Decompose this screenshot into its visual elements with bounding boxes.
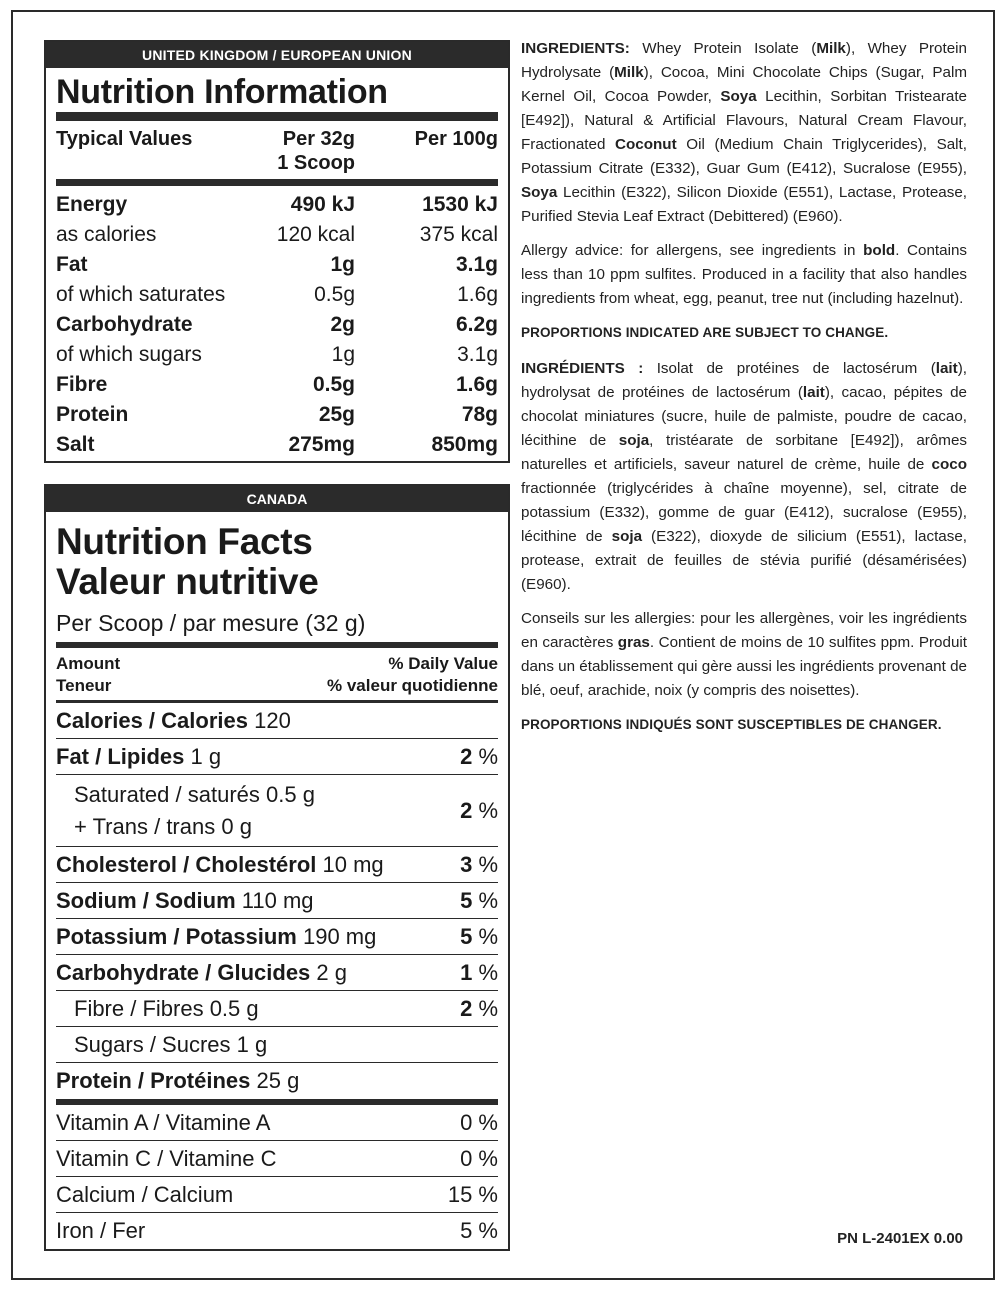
uk-row-label: Energy [56,193,128,216]
ingredients-en [521,37,967,229]
uk-row-label: Fibre [56,373,108,396]
sodium-value: 110 mg [241,887,314,913]
proportions-notice-fr: PROPORTIONS INDIQUÉS SONT SUSCEPTIBLES DE CHANGER. [521,717,942,732]
allergen-soja: soja [618,432,650,449]
sodium-row [56,883,498,919]
dv-fr: % valeur quotidienne [327,676,498,695]
uk-row-per32: 0.5g [312,373,355,396]
saturated-trans-row [56,775,498,847]
uk-row-per32: 1g [330,253,355,276]
protein-label: Protein / Protéines [56,1068,251,1093]
ingredients-text: Lecithin (E322), Silicon Dioxide (E551), Lactase, Protease, Purified Stevia Leaf Extract (Debittered) (E960). [521,184,967,225]
potassium-pct: 5 [460,923,473,949]
fibre-label: Fibre / Fibres 0.5 g [74,995,259,1021]
uk-nutrition-panel [44,40,510,463]
vitamin-row [56,1213,498,1249]
uk-row [56,190,498,220]
ingredients-text: Oil (Medium Chain Triglycerides), Salt, Potassium Citrate (E332), Guar Gum (E412), Sucralose (E955), [521,136,967,177]
allergy-advice-en [521,239,967,311]
ingredients-text: Whey Protein Isolate ( [629,40,817,57]
amount-fr: Teneur [56,676,112,695]
allergy-advice-fr [521,607,967,703]
uk-row-label: Carbohydrate [56,313,193,336]
canada-title [46,512,508,602]
header-per-32g-line1: Per 32g [282,128,355,150]
uk-row-label: of which sugars [56,343,202,366]
header-per-32g-line2: 1 Scoop [277,152,355,174]
ingredients-text: ), hydrolysat de protéines de lactosérum ( [521,360,967,401]
uk-row-per100: 3.1g [455,253,498,276]
uk-panel-title: Nutrition Information [56,73,388,111]
amount-en: Amount [56,654,121,673]
ingredients-text: (E322), dioxyde de silicium (E551), lactase, protease, extrait de feuilles de stévia purifié (désamérisées) (E960). [521,528,967,593]
allergen-milk: Milk [816,40,846,57]
allergy-text: . Contient de moins de 10 sulfites ppm. Produit dans un établissement qui gère aussi les ingrédients provenant de blé, oeuf, arachide, noix (y compris des noisettes). [521,634,967,699]
uk-row [56,340,498,370]
fat-label: Fat / Lipides [56,743,185,769]
uk-row-per32: 120 kcal [276,223,355,246]
uk-row-label: Protein [56,403,129,426]
header-per-100g: Per 100g [414,128,498,150]
amount-label [56,653,120,697]
potassium-label: Potassium / Potassium [56,923,297,949]
carbohydrate-pct: 1 [460,959,473,985]
ingredients-text: fractionnée (triglycérides à chaîne moyenne), sel, citrate de potassium (E332), gomme de guar (E412), sucralose (E955), lécithine de [521,480,967,545]
vitamin-row [56,1177,498,1213]
vitamin-row [56,1105,498,1141]
amount-header [46,648,508,700]
cholesterol-value: 10 mg [322,851,384,877]
allergy-text: Allergy advice: for allergens, see ingredients in [521,242,864,259]
uk-row-per32: 275mg [288,433,355,456]
part-number: PN L-2401EX 0.00 [837,1230,963,1247]
carbohydrate-label: Carbohydrate / Glucides [56,959,311,985]
potassium-value: 190 mg [302,923,377,949]
uk-row [56,370,498,400]
allergy-bold: gras [617,634,650,651]
proportions-notice-en: PROPORTIONS INDICATED ARE SUBJECT TO CHANGE. [521,325,889,340]
uk-row [56,280,498,310]
ingredients-text: Lecithin, Sorbitan Tristearate [E492]), Natural & Artificial Flavours, Natural Cream Flavour, Fractionated [521,88,967,153]
vitamin-pct: 5 % [460,1218,498,1243]
uk-region-band: UNITED KINGDOM / EUROPEAN UNION [46,42,508,68]
canada-nutrition-panel [44,484,510,1251]
allergy-text: Conseils sur les allergies: pour les allergènes, voir les ingrédients en caractères [521,610,967,651]
percent-sign: % [478,923,498,949]
vitamin-pct: 15 % [447,1181,498,1207]
fat-value: 1 g [190,743,222,769]
ingredients-fr-label: INGRÉDIENTS : [521,360,644,377]
daily-value-label [327,653,498,697]
ingredients-text: ), Whey Protein Hydrolysate ( [521,40,967,81]
vitamin-row [56,1141,498,1177]
cholesterol-pct: 3 [460,851,473,877]
allergen-coconut: Coconut [615,136,677,153]
ingredients-text: , tristéarate de sorbitane [E492]), arômes naturelles et artificiels, saveur naturel de crème, huile de [521,432,968,473]
percent-sign: % [478,959,498,985]
uk-row-per100: 375 kcal [419,223,498,246]
carbohydrate-row [56,955,498,991]
canada-region-band: CANADA [46,486,508,512]
uk-row-label: of which saturates [56,283,226,306]
vitamin-label: Vitamin A / Vitamine A [56,1109,271,1135]
title-fr: Valeur nutritive [56,561,319,602]
uk-table-header [46,121,508,179]
uk-row [56,310,498,340]
ingredients-text: Isolat de protéines de lactosérum ( [643,360,936,377]
trans-label: + Trans / trans 0 g [74,813,252,839]
uk-row-per100: 6.2g [455,313,498,336]
uk-row [56,430,498,460]
allergen-soya: Soya [720,88,757,105]
allergy-bold: bold [863,242,896,259]
title-en: Nutrition Facts [56,521,313,562]
saturated-label: Saturated / saturés 0.5 g [74,781,315,807]
uk-row-label: Fat [56,253,88,276]
ingredients-fr [521,357,967,597]
sugars-label: Sugars / Sucres 1 g [74,1031,268,1057]
header-typical-values: Typical Values [56,128,193,150]
uk-row-per32: 25g [318,403,355,426]
allergen-milk: Milk [614,64,644,81]
percent-sign: % [478,797,498,823]
ingredients-text: ), cacao, pépites de chocolat miniatures (sucre, huile de palmiste, poudre de cacao, lécithine de [521,384,967,449]
uk-row-per32: 2g [330,313,355,336]
header-per-32g [245,127,355,179]
protein-value: 25 g [256,1068,300,1093]
uk-row-per100: 1530 kJ [422,193,498,216]
cholesterol-label: Cholesterol / Cholestérol [56,851,317,877]
sat-trans-pct: 2 [460,797,473,823]
fat-pct: 2 [460,743,473,769]
sugars-row [56,1027,498,1063]
divider [56,179,498,186]
uk-row-per100: 850mg [431,433,498,456]
uk-row-per32: 490 kJ [290,193,355,216]
uk-row [56,400,498,430]
calories-label: Calories / Calories [56,707,248,733]
fibre-row [56,991,498,1027]
percent-sign: % [478,995,498,1021]
potassium-row [56,919,498,955]
calories-value: 120 [254,707,291,733]
ingredients-column [521,37,967,749]
allergen-coco: coco [931,456,967,473]
uk-row-per100: 3.1g [457,343,498,366]
dv-en: % Daily Value [388,654,498,673]
uk-row-per32: 0.5g [314,283,355,306]
uk-table-rows [46,186,508,460]
allergen-soya: Soya [521,184,558,201]
uk-row [56,250,498,280]
protein-row [56,1063,498,1099]
cholesterol-row [56,847,498,883]
ingredients-text: ), Cocoa, Mini Chocolate Chips (Sugar, Palm Kernel Oil, Cocoa Powder, [521,64,967,105]
ingredients-en-label: INGREDIENTS: [521,40,630,57]
uk-row [56,220,498,250]
allergen-soja: soja [611,528,643,545]
uk-row-per100: 78g [461,403,498,426]
uk-row-per100: 1.6g [455,373,498,396]
percent-sign: % [478,743,498,769]
allergen-lait: lait [935,360,958,377]
serving-size: Per Scoop / par mesure (32 g) [56,610,366,636]
vitamin-label: Vitamin C / Vitamine C [56,1145,277,1171]
uk-row-label: Salt [56,433,95,456]
uk-row-per100: 1.6g [457,283,498,306]
fat-row [56,739,498,775]
vitamin-label: Iron / Fer [56,1218,146,1243]
uk-row-label: as calories [56,223,157,246]
allergen-lait: lait [802,384,825,401]
vitamin-label: Calcium / Calcium [56,1181,234,1207]
sodium-pct: 5 [460,887,473,913]
allergy-text: . Contains less than 10 ppm sulfites. Produced in a facility that also handles ingredients from wheat, egg, peanut, tree nut (including hazelnut). [521,242,967,307]
percent-sign: % [478,887,498,913]
carbohydrate-value: 2 g [316,959,348,985]
vitamin-pct: 0 % [460,1145,498,1171]
sodium-label: Sodium / Sodium [56,887,236,913]
calories-row [56,703,498,739]
vitamin-rows [46,1105,508,1249]
percent-sign: % [478,851,498,877]
vitamin-pct: 0 % [460,1109,498,1135]
uk-row-per32: 1g [331,343,355,366]
fibre-pct: 2 [460,995,473,1021]
